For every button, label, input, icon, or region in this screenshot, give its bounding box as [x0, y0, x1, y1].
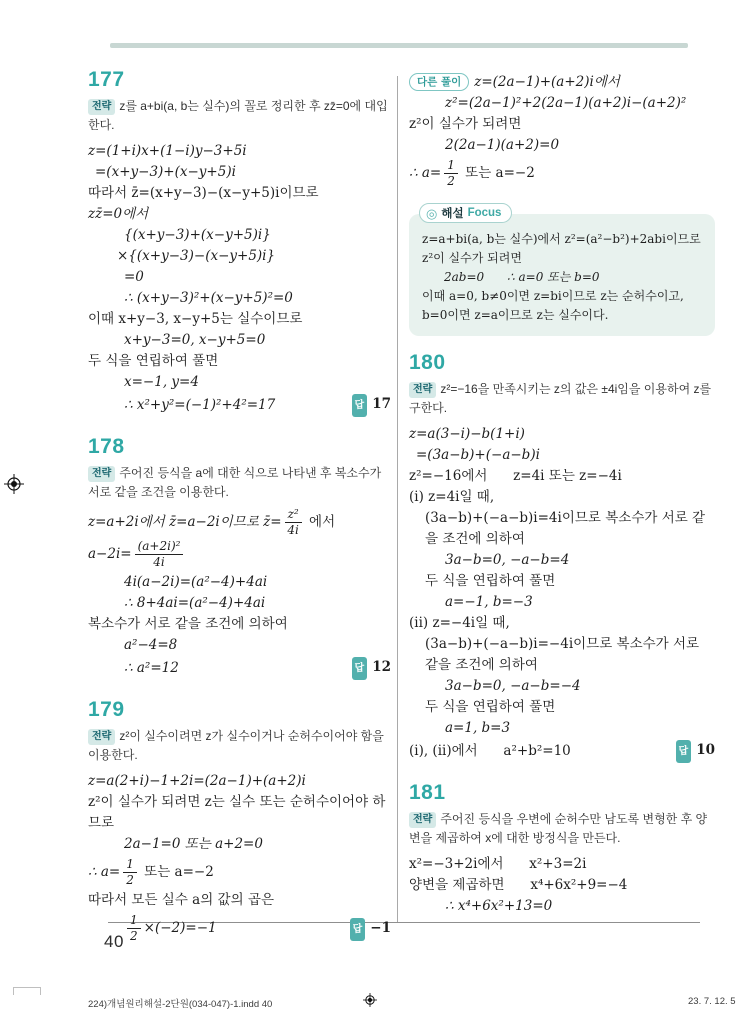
answer-expression: ∴ x²+y²=(−1)²+4²=17 — [124, 396, 276, 413]
solution-line: 복소수가 서로 같을 조건에 의하여 — [88, 616, 288, 632]
math-segment: ∴ a= — [409, 165, 442, 181]
strategy-badge: 전략 — [88, 729, 115, 745]
answer-badge: 답 — [352, 657, 368, 680]
answer-expression — [124, 914, 217, 943]
math-line: z=(1+i)x+(1−i)y−3+5i — [88, 143, 247, 159]
solution-line: (ii) z=−4i일 때, — [409, 615, 510, 631]
math-line: =(3a−b)+(−a−b)i — [416, 447, 540, 463]
target-icon: ◎ — [426, 205, 438, 221]
focus-math-line: 2ab=0 ∴ a=0 또는 b=0 — [444, 270, 600, 284]
math-line: z=a(2+i)−1+2i=(2a−1)+(a+2)i — [88, 773, 306, 789]
alt-solution-intro — [409, 72, 715, 93]
problem-number-179: 179 — [88, 698, 125, 721]
math-line: {(x+y−3)+(x−y+5)i} — [124, 227, 271, 243]
fraction-denominator: 4i — [287, 523, 299, 537]
column-divider — [397, 76, 398, 922]
strategy-badge: 전략 — [409, 382, 436, 398]
solution-line: 양변을 제곱하면 x⁴+6x²+9=−4 — [409, 877, 628, 893]
focus-title: 해설 — [441, 208, 464, 220]
problem-number-177: 177 — [88, 68, 125, 91]
math-line: 4i(a−2i)=(a²−4)+4ai — [124, 574, 268, 590]
fraction — [127, 914, 141, 943]
answer-expression: ∴ a²=12 — [124, 659, 179, 676]
math-line: ∴ (x+y−3)²+(x−y+5)²=0 — [124, 290, 293, 306]
right-column — [409, 62, 715, 917]
math-line: ∴ x⁴+6x²+13=0 — [445, 898, 553, 914]
alt-solution-badge: 다른 풀이 — [409, 73, 469, 91]
fraction-numerator: (a+2i)² — [135, 540, 184, 555]
math-line: z²=(2a−1)²+2(2a−1)(a+2)i−(a+2)² — [445, 95, 687, 111]
math-segment: ∴ a= — [88, 864, 121, 880]
strategy-text: z²이 실수이려면 z가 실수이거나 순허수이어야 함을 이용한다. — [88, 729, 384, 762]
strategy-badge: 전략 — [88, 99, 115, 115]
math-line — [88, 858, 391, 887]
focus-paragraph: 이때 a=0, b≠0이면 z=bi이므로 z는 순허수이고, b=0이면 z=a이므로 z는 실수이다. — [422, 289, 688, 322]
math-line: x=−1, y=4 — [124, 374, 199, 390]
top-accent-bar — [110, 43, 688, 48]
answer-value: 12 — [372, 659, 391, 675]
page-number: 40 — [104, 932, 124, 951]
math-line — [409, 159, 715, 188]
answer-badge: 답 — [676, 740, 692, 763]
registration-mark-icon — [363, 993, 377, 1007]
math-line: a=1, b=3 — [445, 720, 511, 736]
math-segment: ×(−2)=−1 — [143, 920, 217, 936]
focus-box — [409, 205, 715, 336]
answer-expression: (i), (ii)에서 a²+b²=10 — [409, 742, 571, 759]
fraction — [135, 540, 184, 569]
fraction-denominator: 2 — [126, 873, 134, 887]
answer-badge: 답 — [350, 918, 366, 941]
problem-number-178: 178 — [88, 435, 125, 458]
solution-line: 따라서 z̄=(x+y−3)−(x−y+5)i이므로 — [88, 185, 319, 201]
math-line: =(x+y−3)+(x−y+5)i — [95, 164, 236, 180]
fraction-denominator: 4i — [153, 555, 165, 569]
answer-badge: 답 — [352, 394, 368, 417]
answer-row — [88, 914, 391, 943]
math-line: 2a−1=0 또는 a+2=0 — [124, 836, 263, 852]
math-line: 3a−b=0, −a−b=−4 — [445, 678, 581, 694]
focus-paragraph: z=a+bi(a, b는 실수)에서 z²=(a²−b²)+2abi이므로 z²이 실수가 되려면 — [422, 232, 705, 265]
solution-line: (3a−b)+(−a−b)i=−4i이므로 복소수가 서로 같을 조건에 의하여 — [425, 636, 704, 673]
strategy-paragraph-181 — [409, 810, 715, 847]
fraction-numerator: 1 — [123, 858, 137, 873]
strategy-badge: 전략 — [409, 812, 436, 828]
math-line: ×{(x+y−3)−(x−y+5)i} — [117, 248, 276, 264]
fraction-numerator: 1 — [444, 159, 458, 174]
math-line — [88, 540, 391, 569]
math-segment: z=a+2i에서 z̄=a−2i이므로 z̄= — [88, 514, 282, 530]
focus-header — [419, 203, 512, 223]
fraction — [123, 858, 137, 887]
answer-row — [409, 739, 715, 763]
solution-line: x²=−3+2i에서 x²+3=2i — [409, 856, 587, 872]
fraction-denominator: 2 — [447, 174, 455, 188]
answer-row — [88, 393, 391, 417]
answer-value: 10 — [696, 742, 715, 758]
text-segment: 에서 — [304, 514, 336, 530]
strategy-paragraph-177 — [88, 97, 391, 134]
strategy-text: z²=−16을 만족시키는 z의 값은 ±4i임을 이용하여 z를 구한다. — [409, 382, 712, 415]
fraction-numerator: z² — [285, 508, 302, 523]
fraction-numerator: 1 — [127, 914, 141, 929]
footer-filename: 224)개념원리해설-2단원(034-047)-1.indd 40 — [88, 999, 273, 1010]
fraction-denominator: 2 — [130, 929, 138, 943]
strategy-text: 주어진 등식을 a에 대한 식으로 나타낸 후 복소수가 서로 같을 조건을 이용한다. — [88, 466, 382, 499]
math-segment: a−2i= — [88, 546, 132, 562]
solution-line: 두 식을 연립하여 풀면 — [425, 699, 556, 715]
strategy-paragraph-179 — [88, 727, 391, 764]
math-line: zz̄=0에서 — [88, 206, 149, 222]
math-line: a=−1, b=−3 — [445, 594, 533, 610]
math-line: ∴ 8+4ai=(a²−4)+4ai — [124, 595, 266, 611]
text-segment: 또는 a=−2 — [460, 165, 535, 181]
math-line: a²−4=8 — [124, 637, 178, 653]
footer-date: 23. 7. 12. 5 — [688, 996, 736, 1007]
solution-line: 두 식을 연립하여 풀면 — [425, 573, 556, 589]
math-line: x+y−3=0, x−y+5=0 — [124, 332, 266, 348]
fraction — [444, 159, 458, 188]
text-segment: 또는 a=−2 — [139, 864, 214, 880]
math-line: 2(2a−1)(a+2)=0 — [445, 137, 560, 153]
crop-mark — [13, 987, 41, 995]
answer-value: −1 — [370, 919, 391, 936]
math-line — [88, 508, 391, 537]
answer-row — [88, 656, 391, 680]
left-column — [88, 62, 391, 946]
solution-line: z²=−16에서 z=4i 또는 z=−4i — [409, 468, 622, 484]
math-line: 3a−b=0, −a−b=4 — [445, 552, 570, 568]
math-segment: z=(2a−1)+(a+2)i에서 — [474, 74, 620, 90]
math-line: =0 — [124, 269, 144, 285]
solution-line: 이때 x+y−3, x−y+5는 실수이므로 — [88, 311, 303, 327]
answer-box — [676, 739, 715, 763]
strategy-text: 주어진 등식을 우변에 순허수만 남도록 변형한 후 양변을 제곱하여 x에 대한 방정식을 만든다. — [409, 812, 708, 845]
solution-line: 따라서 모든 실수 a의 값의 곱은 — [88, 892, 274, 908]
problem-number-181: 181 — [409, 781, 446, 804]
math-line: z=a(3−i)−b(1+i) — [409, 426, 525, 442]
strategy-text: z를 a+bi(a, b는 실수)의 꼴로 정리한 후 zz̄=0에 대입한다. — [88, 99, 388, 132]
strategy-badge: 전략 — [88, 466, 115, 482]
answer-value: 17 — [372, 396, 391, 412]
strategy-paragraph-180 — [409, 380, 715, 417]
solution-line: 두 식을 연립하여 풀면 — [88, 353, 219, 369]
solution-line: z²이 실수가 되려면 z는 실수 또는 순허수이어야 하므로 — [88, 794, 386, 831]
answer-box — [350, 917, 391, 941]
solution-line: (3a−b)+(−a−b)i=4i이므로 복소수가 서로 같을 조건에 의하여 — [425, 510, 706, 547]
focus-title-accent: Focus — [467, 207, 502, 219]
strategy-paragraph-178 — [88, 464, 391, 501]
fraction — [285, 508, 302, 537]
solution-line: z²이 실수가 되려면 — [409, 116, 522, 132]
answer-box — [352, 656, 391, 680]
problem-number-180: 180 — [409, 351, 446, 374]
solution-line: (i) z=4i일 때, — [409, 489, 495, 505]
registration-mark-icon — [4, 474, 24, 494]
answer-box — [352, 393, 391, 417]
